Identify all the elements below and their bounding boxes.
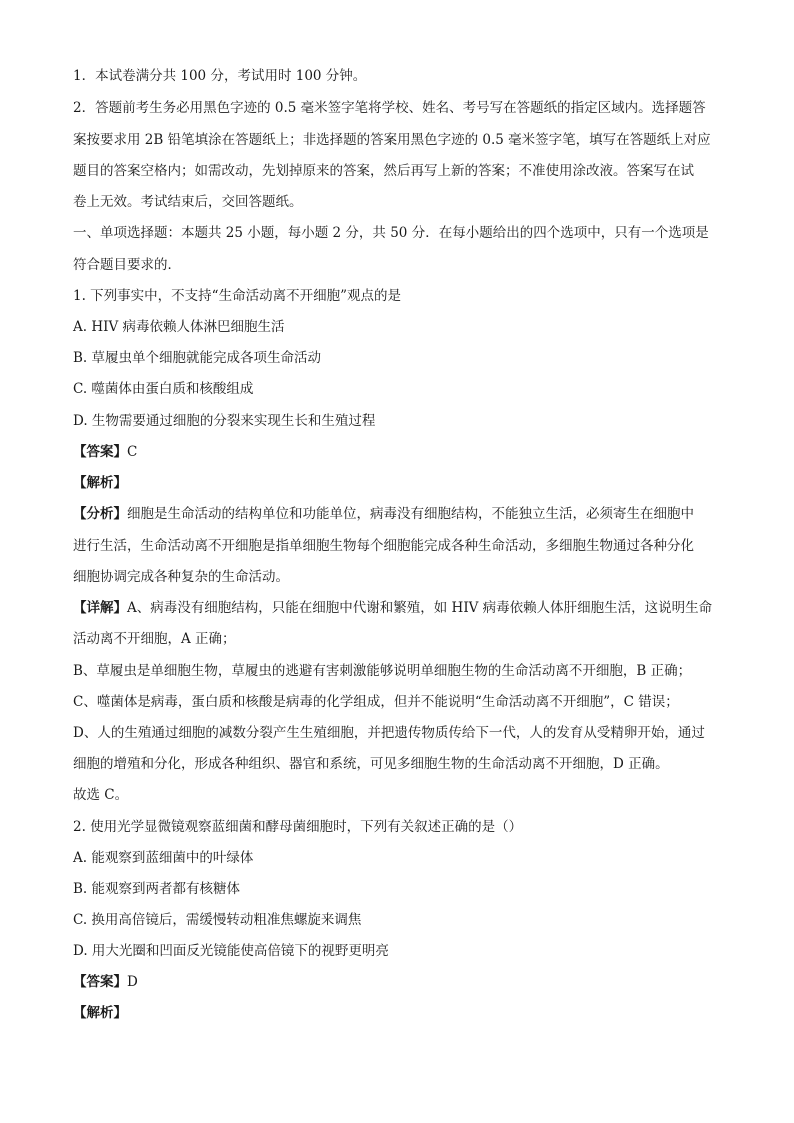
answer-value: C [127, 444, 138, 460]
analysis-tag: 【分析】 [73, 506, 127, 522]
answer-line [73, 442, 733, 462]
section-heading: 符合题目要求的． [73, 257, 181, 273]
option-c: C. 噬菌体由蛋白质和核酸组成 [73, 381, 254, 397]
jiexi-tag-text: 【解析】 [73, 1005, 127, 1021]
conclusion-line: 故选 C。 [73, 787, 129, 803]
instruction-line: 题目的答案空格内；如需改动，先划掉原来的答案，然后再写上新的答案；不准使用涂改液。答案写在试 [73, 163, 694, 179]
option-d: D. 生物需要通过细胞的分裂来实现生长和生殖过程 [73, 413, 376, 429]
jiexi-tag-text: 【解析】 [73, 475, 127, 491]
instruction-line: 2．答题前考生务必用黑色字迹的 0.5 毫米签字笔将学校、姓名、考号写在答题纸的指定区域内。选择题答 [73, 100, 706, 116]
analysis-line: 进行生活，生命活动离不开细胞是指单细胞生物每个细胞能完成各种生命活动，多细胞生物通过各种分化 [73, 538, 694, 554]
question-stem: 1. 下列事实中，不支持“生命活动离不开细胞”观点的是 [73, 288, 401, 304]
section-heading: 一、单项选择题：本题共 25 小题，每小题 2 分，共 50 分．在每小题给出的四个选项中，只有一个选项是 [73, 225, 709, 241]
option-b: B. 能观察到两者都有核糖体 [73, 881, 241, 897]
answer-line [73, 972, 733, 992]
analysis-text: 细胞是生命活动的结构单位和功能单位，病毒没有细胞结构，不能独立生活，必须寄生在细胞中 [127, 506, 694, 522]
question-stem: 2. 使用光学显微镜观察蓝细菌和酵母菌细胞时，下列有关叙述正确的是（） [73, 819, 523, 835]
analysis-line [73, 504, 733, 524]
instruction-line: 案按要求用 2B 铅笔填涂在答题纸上；非选择题的答案用黑色字迹的 0.5 毫米签字笔，填写在答题纸上对应 [73, 132, 711, 148]
answer-tag: 【答案】 [73, 974, 127, 990]
option-a: A. 能观察到蓝细菌中的叶绿体 [73, 850, 254, 866]
detail-line: D、人的生殖通过细胞的减数分裂产生生殖细胞，并把遗传物质传给下一代，人的发育从受精卵开始，通过 [73, 725, 705, 741]
option-b: B. 草履虫单个细胞就能完成各项生命活动 [73, 350, 322, 366]
option-a: A. HIV 病毒依赖人体淋巴细胞生活 [73, 319, 285, 335]
detail-text: A、病毒没有细胞结构，只能在细胞中代谢和繁殖，如 HIV 病毒依赖人体肝细胞生活，这说明生命 [127, 600, 713, 616]
instruction-line: 卷上无效。考试结束后，交回答题纸。 [73, 194, 303, 210]
option-d: D. 用大光圈和凹面反光镜能使高倍镜下的视野更明亮 [73, 943, 389, 959]
detail-line: B、草履虫是单细胞生物，草履虫的逃避有害刺激能够说明单细胞生物的生命活动离不开细胞，B 正确； [73, 663, 692, 679]
analysis-line: 细胞协调完成各种复杂的生命活动。 [73, 569, 289, 585]
detail-line [73, 598, 733, 618]
detail-line: C、噬菌体是病毒，蛋白质和核酸是病毒的化学组成，但并不能说明“生命活动离不开细胞”，C 错误； [73, 694, 679, 710]
jiexi-tag [73, 473, 733, 493]
instruction-line: 1．本试卷满分共 100 分，考试用时 100 分钟。 [73, 68, 367, 84]
answer-tag: 【答案】 [73, 444, 127, 460]
option-c: C. 换用高倍镜后，需缓慢转动粗准焦螺旋来调焦 [73, 912, 362, 928]
detail-line: 活动离不开细胞，A 正确； [73, 631, 236, 647]
answer-value: D [127, 974, 138, 990]
detail-tag: 【详解】 [73, 600, 127, 616]
jiexi-tag [73, 1003, 733, 1023]
detail-line: 细胞的增殖和分化，形成各种组织、器官和系统，可见多细胞生物的生命活动离不开细胞，D 正确。 [73, 756, 669, 772]
